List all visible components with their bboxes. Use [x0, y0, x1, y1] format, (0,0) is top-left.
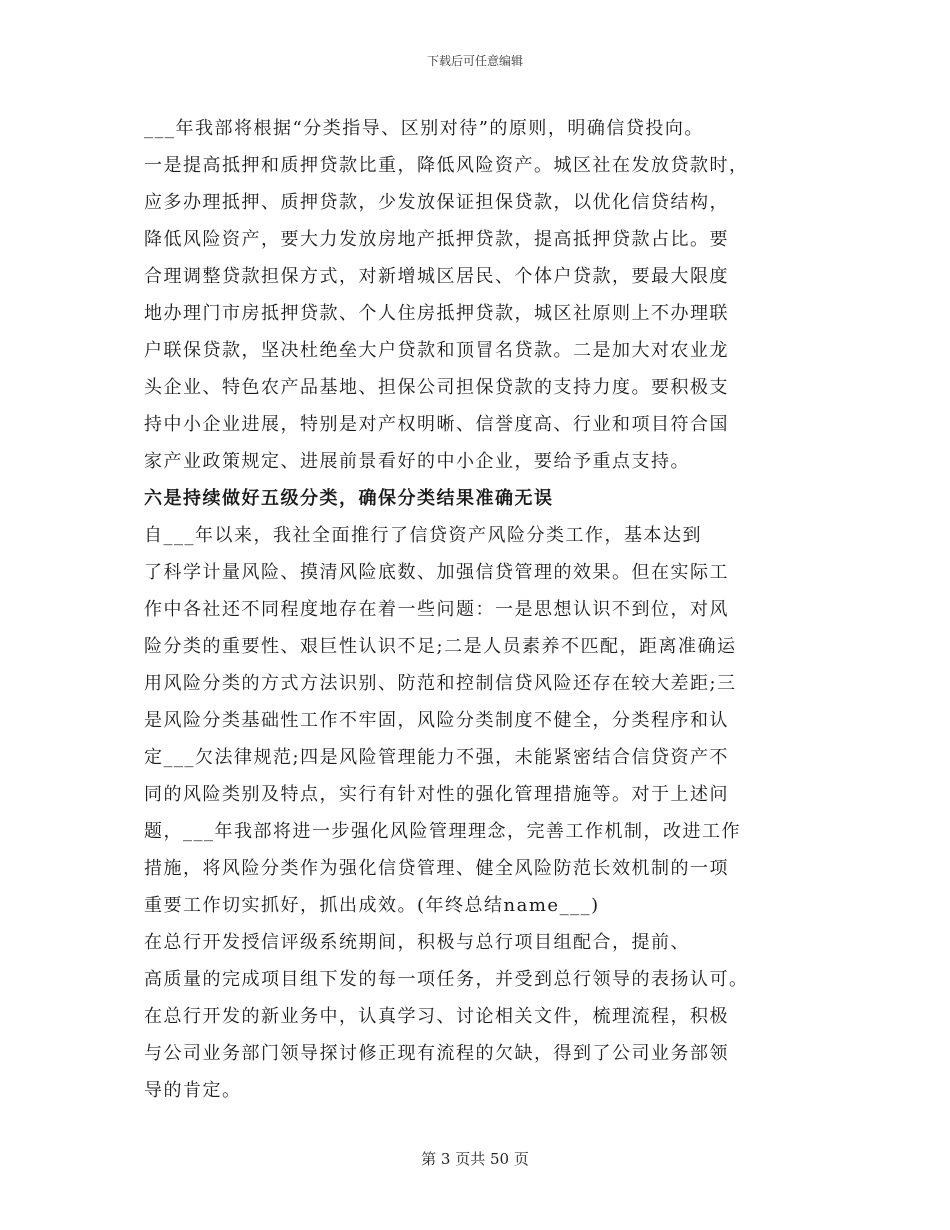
body-line: 持中小企业进展，特别是对产权明晰、信誉度高、行业和项目符合国 — [144, 414, 729, 435]
body-line: 在总行开发的新业务中，认真学习、讨论相关文件，梳理流程，积极 — [144, 1006, 729, 1027]
page-footer: 第 3 页共 50 页 — [421, 1150, 529, 1168]
body-line: 与公司业务部门领导探讨修正现有流程的欠缺，得到了公司业务部领 — [144, 1043, 729, 1064]
body-line: 高质量的完成项目组下发的每一项任务，并受到总行领导的表扬认可。 — [144, 969, 749, 990]
body-line: 降低风险资产，要大力发放房地产抵押贷款，提高抵押贷款占比。要 — [144, 229, 729, 250]
body-line: 作中各社还不同程度地存在着一些问题：一是思想认识不到位，对风 — [144, 599, 729, 620]
body-line: 地办理门市房抵押贷款、个人住房抵押贷款，城区社原则上不办理联 — [144, 303, 729, 324]
body-line: 题，___年我部将进一步强化风险管理理念，完善工作机制，改进工作 — [144, 821, 741, 842]
body-line: 自___年以来，我社全面推行了信贷资产风险分类工作，基本达到 — [144, 525, 702, 546]
body-line: 导的肯定。 — [144, 1080, 242, 1101]
body-line: 在总行开发授信评级系统期间，积极与总行项目组配合，提前、 — [144, 932, 690, 953]
page-header: 下载后可任意编辑 — [426, 54, 523, 68]
body-line: 户联保贷款，坚决杜绝垒大户贷款和顶冒名贷款。二是加大对农业龙 — [144, 340, 729, 361]
document-body — [144, 110, 806, 1109]
body-line: 应多办理抵押、质押贷款，少发放保证担保贷款，以优化信贷结构， — [144, 192, 729, 213]
body-line: 家产业政策规定、进展前景看好的中小企业，要给予重点支持。 — [144, 451, 690, 472]
body-line: 险分类的重要性、艰巨性认识不足;二是人员素养不匹配，距离准确运 — [144, 636, 737, 657]
body-line: 定___欠法律规范;四是风险管理能力不强，未能紧密结合信贷资产不 — [144, 747, 730, 768]
body-line: 了科学计量风险、摸清风险底数、加强信贷管理的效果。但在实际工 — [144, 562, 729, 583]
body-line: 一是提高抵押和质押贷款比重，降低风险资产。城区社在发放贷款时， — [144, 155, 749, 176]
body-line: 同的风险类别及特点，实行有针对性的强化管理措施等。对于上述问 — [144, 784, 729, 805]
body-line: 用风险分类的方式方法识别、防范和控制信贷风险还存在较大差距;三 — [144, 673, 737, 694]
section-heading: 六是持续做好五级分类，确保分类结果准确无误 — [144, 488, 554, 509]
body-line: 合理调整贷款担保方式，对新增城区居民、个体户贷款，要最大限度 — [144, 266, 729, 287]
body-line: ___年我部将根据“分类指导、区别对待”的原则，明确信贷投向。 — [144, 118, 704, 139]
body-line: 头企业、特色农产品基地、担保公司担保贷款的支持力度。要积极支 — [144, 377, 729, 398]
body-line: 重要工作切实抓好，抓出成效。(年终总结name___) — [144, 895, 600, 916]
body-line: 是风险分类基础性工作不牢固，风险分类制度不健全，分类程序和认 — [144, 710, 729, 731]
body-line: 措施，将风险分类作为强化信贷管理、健全风险防范长效机制的一项 — [144, 858, 729, 879]
